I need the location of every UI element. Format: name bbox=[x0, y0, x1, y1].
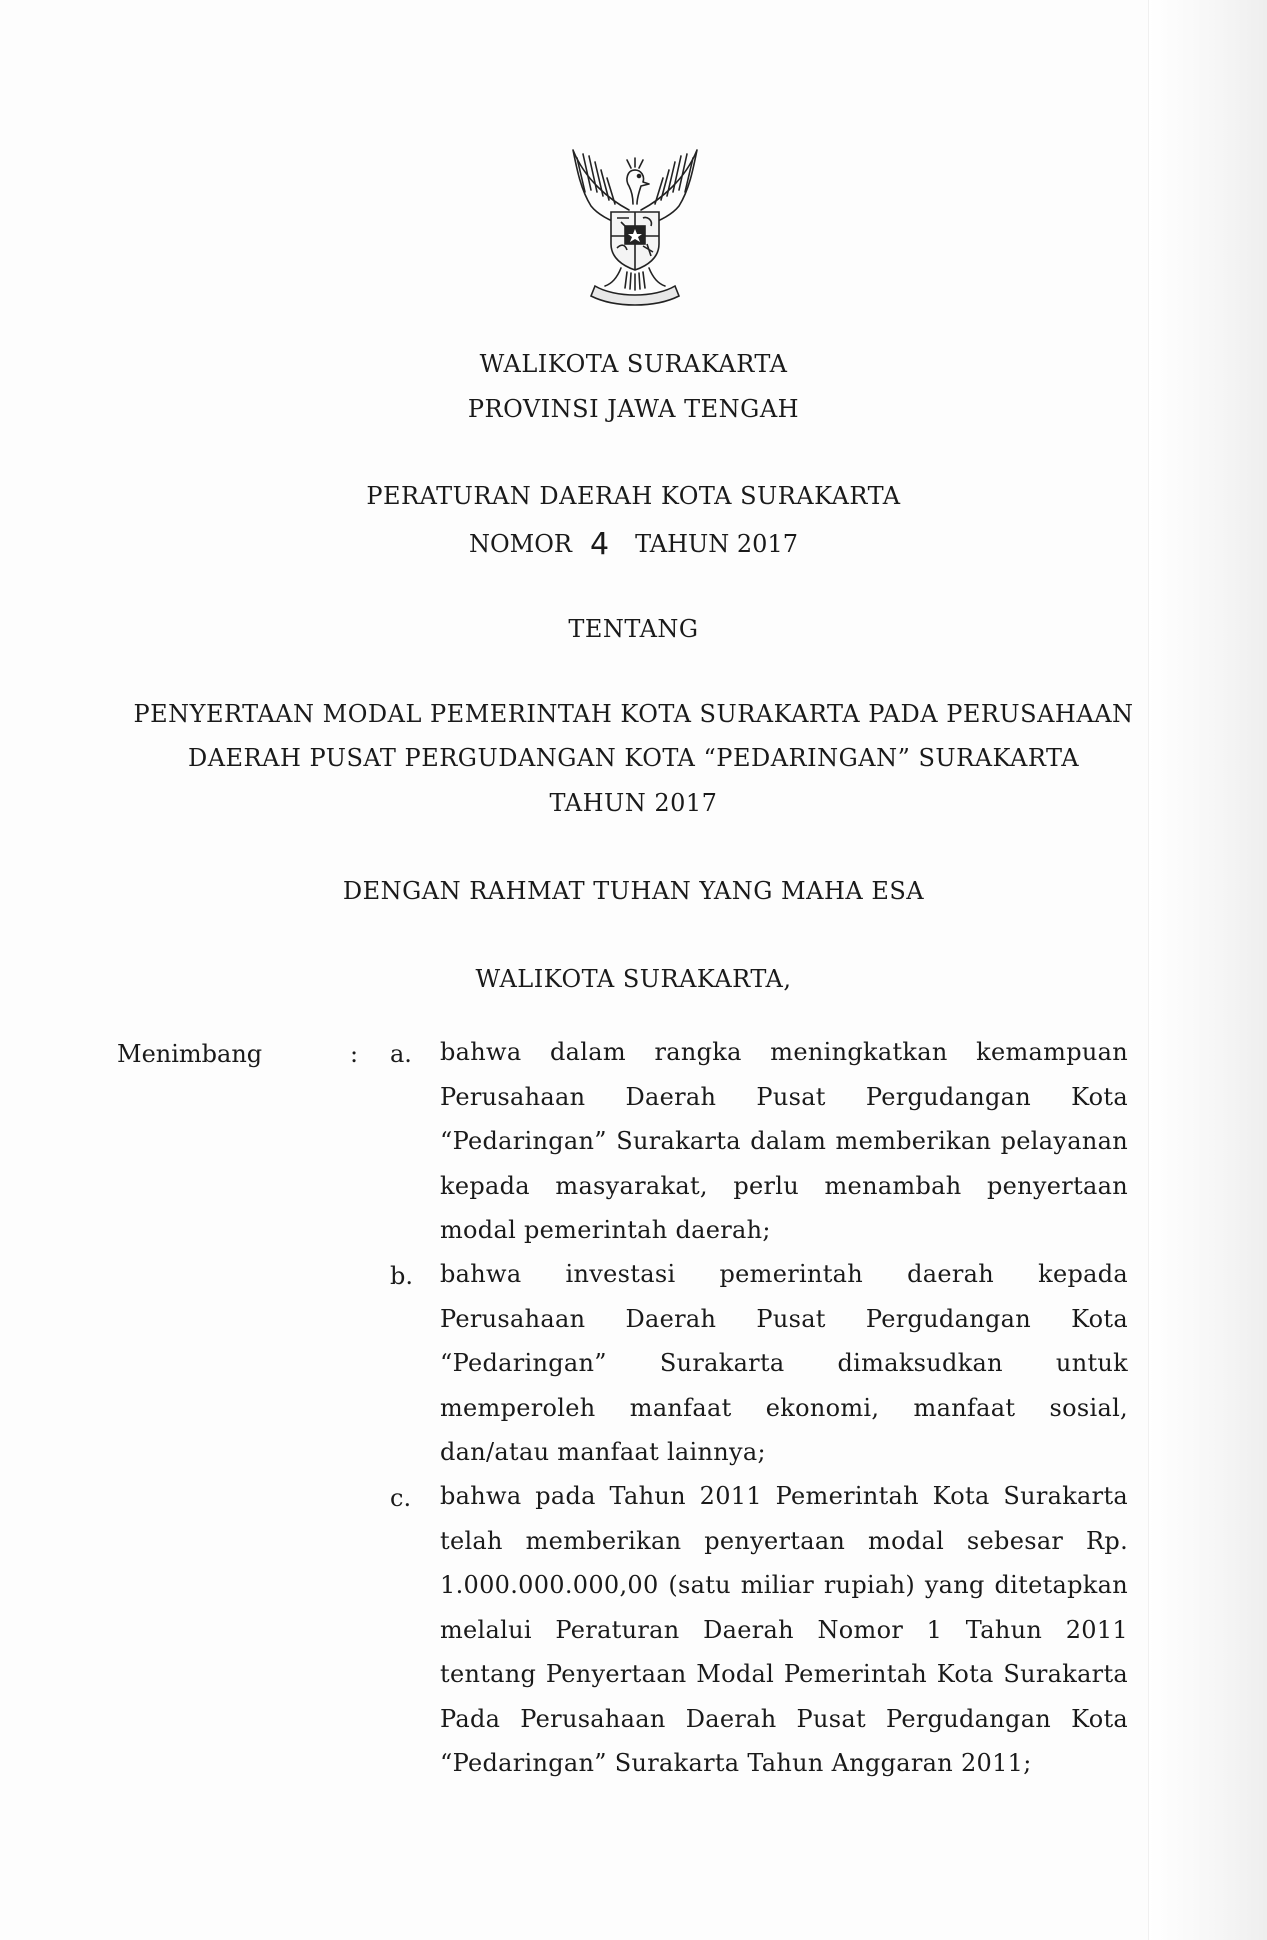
menimbang-label: Menimbang bbox=[117, 1040, 263, 1068]
tahun-label: TAHUN 2017 bbox=[635, 530, 798, 558]
item-text: bahwa dalam rangka meningkatkan kemampuan Perusahaan Daerah Pusat Pergudangan Kota “Pedaringan” Surakarta dalam memberikan pelayanan kepada masyarakat, perlu menambah penyertaan modal pemerintah daerah; bbox=[440, 1038, 1128, 1244]
garuda-emblem-icon bbox=[555, 140, 715, 310]
nomor-value: 4 bbox=[590, 527, 610, 562]
subject-line-2: DAERAH PUSAT PERGUDANGAN KOTA “PEDARINGAN” SURAKARTA bbox=[187, 744, 1080, 772]
subject-line-3: TAHUN 2017 bbox=[549, 789, 718, 817]
subject-line-1: PENYERTAAN MODAL PEMERINTAH KOTA SURAKARTA PADA PERUSAHAAN bbox=[133, 700, 1134, 728]
issuer-line: WALIKOTA SURAKARTA, bbox=[475, 965, 792, 993]
regulation-number bbox=[0, 525, 1267, 560]
province-title: PROVINSI JAWA TENGAH bbox=[467, 395, 800, 423]
tentang-heading: TENTANG bbox=[568, 615, 699, 643]
item-text: bahwa pada Tahun 2011 Pemerintah Kota Surakarta telah memberikan penyertaan modal sebesar Rp. 1.000.000.000,00 (satu miliar rupiah) yang ditetapkan melalui Peraturan Daerah Nomor 1 Tahun 2011 tentang Penyertaan Modal Pemerintah Kota Surakarta Pada Perusahaan Daerah Pusat Pergudangan Kota “Pedaringan” Surakarta Tahun Anggaran 2011; bbox=[440, 1482, 1128, 1777]
regulation-type: PERATURAN DAERAH KOTA SURAKARTA bbox=[366, 482, 901, 510]
menimbang-colon: : bbox=[350, 1040, 359, 1068]
item-letter: a. bbox=[390, 1040, 412, 1068]
blessing-line: DENGAN RAHMAT TUHAN YANG MAHA ESA bbox=[342, 877, 925, 905]
nomor-label: NOMOR bbox=[469, 530, 572, 558]
item-letter: b. bbox=[390, 1262, 413, 1290]
issuer-title: WALIKOTA SURAKARTA bbox=[479, 350, 788, 378]
item-letter: c. bbox=[390, 1484, 412, 1512]
item-text: bahwa investasi pemerintah daerah kepada Perusahaan Daerah Pusat Pergudangan Kota “Pedaringan” Surakarta dimaksudkan untuk memperoleh manfaat ekonomi, manfaat sosial, dan/atau manfaat lainnya; bbox=[440, 1260, 1128, 1466]
